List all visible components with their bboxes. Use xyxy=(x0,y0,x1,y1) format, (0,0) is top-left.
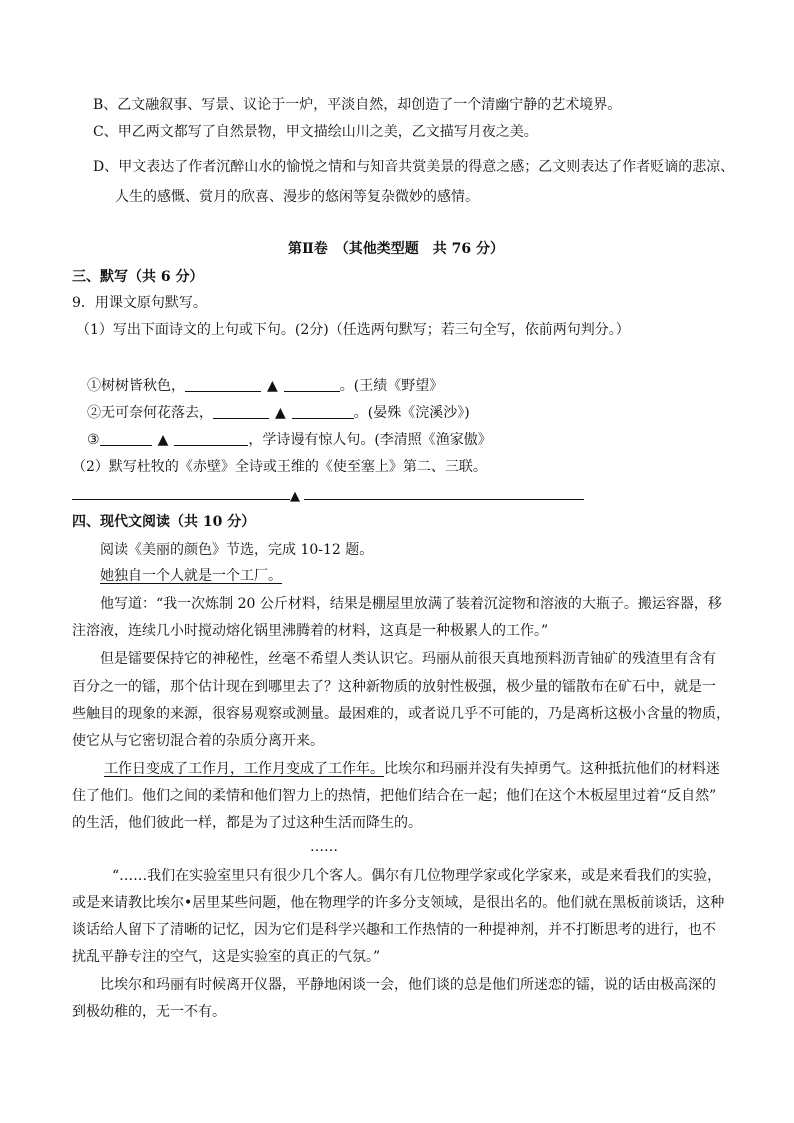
recite-item-3-prompt: ③ xyxy=(87,432,100,448)
underlined-sentence: 工作日变成了工作月，工作月变成了工作年。 xyxy=(104,761,384,777)
recite-item-1-source: 。(王绩《野望》 xyxy=(339,378,444,394)
reading-intro: 阅读《美丽的颜色》节选，完成 10-12 题。 xyxy=(100,542,374,558)
recite-item-2-source: 。(晏殊《浣溪沙》) xyxy=(353,405,470,421)
recite-item-3 xyxy=(87,430,492,450)
answer-blank[interactable] xyxy=(213,404,269,419)
triangle-marker: ▲ xyxy=(275,405,286,421)
underlined-sentence: 她独自一个人就是一个工厂。 xyxy=(100,568,282,584)
paragraph-2-line-1: 但是镭要保持它的神秘性，丝毫不希望人类认识它。玛丽从前很天真地预料沥青铀矿的残渣里有含有 xyxy=(100,651,716,667)
answer-line-left[interactable] xyxy=(72,499,290,500)
answer-blank[interactable] xyxy=(292,404,354,419)
question-9: 9．用课文原句默写。 xyxy=(72,295,207,311)
paragraph-4-line-3: 谈话给人留下了清晰的记忆，因为它们是科学兴趣和工作热情的一种提神剂，并不打断思考的进行，也不 xyxy=(72,922,716,938)
ellipsis: …… xyxy=(310,839,338,855)
recite-item-1-prompt: ①树树皆秋色， xyxy=(87,378,185,394)
paragraph-4-line-2: 或是来请教比埃尔•居里某些问题，他在物理学的许多分支领域，是很出名的。他们就在黑板前谈话，这种 xyxy=(72,895,725,911)
paragraph-2-line-4: 使它从与它密切混合着的杂质分离开来。 xyxy=(72,733,324,749)
option-c: C、甲乙两文都写了自然景物，甲文描绘山川之美，乙文描写月夜之美。 xyxy=(93,124,538,140)
recite-item-2 xyxy=(87,403,470,423)
option-d-line2: 人生的感慨、赏月的欣喜、漫步的悠闲等复杂微妙的感情。 xyxy=(115,189,479,205)
recite-item-2-prompt: ②无可奈何花落去， xyxy=(87,405,213,421)
answer-line-right[interactable] xyxy=(304,499,584,500)
question-9-2: （2）默写杜牧的《赤壁》全诗或王维的《使至塞上》第二、三联。 xyxy=(72,459,487,475)
answer-blank[interactable] xyxy=(100,431,152,446)
answer-blank[interactable] xyxy=(284,377,340,392)
answer-blank[interactable] xyxy=(174,431,248,446)
recite-item-3-source: ，学诗谩有惊人句。(李清照《渔家傲》 xyxy=(248,432,492,448)
option-b: B、乙文融叙事、写景、议论于一炉，平淡自然，却创造了一个清幽宁静的艺术境界。 xyxy=(93,97,622,113)
section3-heading: 三、默写（共 6 分） xyxy=(72,269,204,285)
paragraph-2-line-2: 百分之一的镭，那个估计现在到哪里去了？这种新物质的放射性极强，极少量的镭散布在矿石中，就是一 xyxy=(72,679,716,695)
option-d-line1: D、甲文表达了作者沉醉山水的愉悦之情和与知音共赏美景的得意之感；乙文则表达了作者贬谪的悲凉、 xyxy=(93,159,735,175)
paragraph-3-line-2: 住了他们。他们之间的柔情和他们智力上的热情，把他们结合在一起；他们在这个木板屋里过着“反自然” xyxy=(72,788,717,804)
paragraph-1-line-2: 注溶液，连续几小时搅动熔化锅里沸腾着的材料，这真是一种极累人的工作。” xyxy=(72,623,549,639)
paragraph-5-line-2: 到极幼稚的，无一不有。 xyxy=(72,1004,226,1020)
part2-title: 第Ⅱ卷 （其他类型题 共 76 分） xyxy=(288,241,505,257)
triangle-marker: ▲ xyxy=(267,378,278,394)
answer-blank[interactable] xyxy=(185,377,261,392)
recite-item-1 xyxy=(87,376,443,396)
triangle-marker: ▲ xyxy=(157,432,169,448)
paragraph-5-line-1: 比埃尔和玛丽有时候离开仪器，平静地闲谈一会，他们谈的总是他们所迷恋的镭，说的话由极高深的 xyxy=(100,977,716,993)
paragraph-2-line-3: 些触目的现象的来源，很容易观察或测量。最困难的，或者说几乎不可能的，乃是离析这极小含量的物质， xyxy=(72,706,730,722)
section4-heading: 四、现代文阅读（共 10 分） xyxy=(72,514,256,530)
triangle-marker: ▲ xyxy=(290,489,300,504)
paragraph-3-line-3: 的生活，他们彼此一样，都是为了过这种生活而降生的。 xyxy=(72,815,422,831)
paragraph-4-line-1: “……我们在实验室里只有很少几个客人。偶尔有几位物理学家或化学家来，或是来看我们的实验， xyxy=(112,868,722,884)
question-9-1: （1）写出下面诗文的上句或下句。(2分)（任选两句默写；若三句全写，依前两句判分。） xyxy=(76,322,630,338)
paragraph-3-text: 比埃尔和玛丽并没有失掉勇气。这种抵抗他们的材料迷 xyxy=(384,761,720,777)
paragraph-3-line-1 xyxy=(104,759,720,779)
paragraph-1-line-1: 他写道：“我一次炼制 20 公斤材料，结果是棚屋里放满了装着沉淀物和溶液的大瓶子。搬运容器，移 xyxy=(100,596,722,612)
paragraph-4-line-4: 扰乱平静专注的空气，这是实验室的真正的气氛。” xyxy=(72,949,381,965)
